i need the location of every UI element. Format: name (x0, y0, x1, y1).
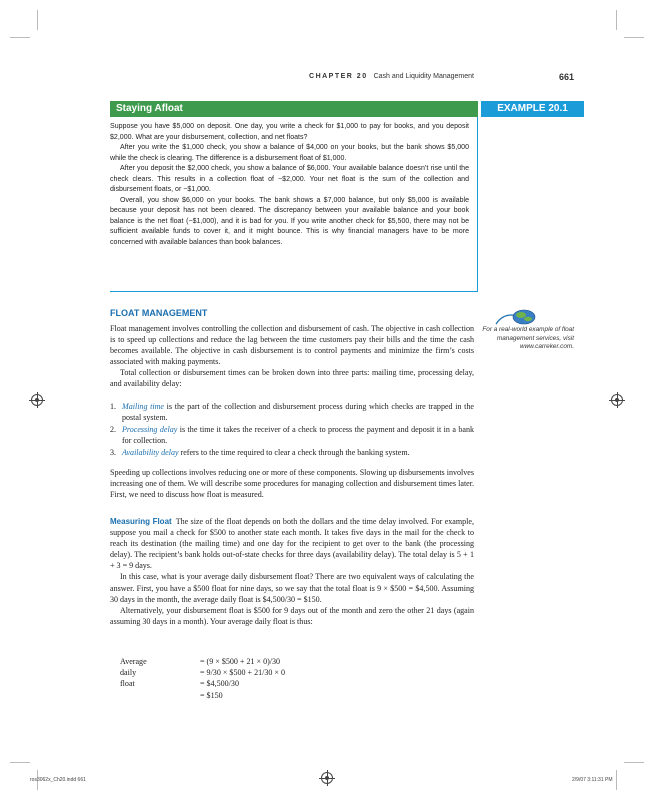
body-paragraph: Float management involves controlling the collection and disbursement of cash. The objective in cash collection is to speed up collections and reduce the lag between the time customers pay their bills and the time the cash becomes available. The objective in cash disbursement is to control payments and minimize the firm’s costs associated with making payments. (110, 324, 474, 367)
list-term: Mailing time (122, 402, 165, 411)
equation-line: = (9 × $500 + 21 × 0)/30 (200, 657, 281, 666)
delay-list (110, 401, 474, 459)
body-paragraph: In this case, what is your average daily disbursement float? There are two equivalent ways of calculating the answer. First, you have a $500 float for nine days, so we say that the total float is 9 × $500 = $4,500. Assuming 30 days in the month, the average daily float is $4,500/30 = $150. (110, 572, 474, 604)
registration-mark-icon (611, 394, 623, 406)
list-term: Availability delay (122, 448, 179, 458)
list-number: 2. (110, 425, 117, 435)
chapter-label: CHAPTER 20 (309, 73, 368, 80)
page-number: 661 (558, 72, 574, 82)
example-label: EXAMPLE 20.1 (481, 101, 584, 117)
body-paragraph-text: The size of the float depends on both the dollars and the time delay involved. For example, suppose you mail a check for $500 to another state each month. It takes five days in the mail for the check to reach its destination (the mailing time) and one day for the recipient to get over to the bank (the processing delay). The recipient’s bank holds out-of-state checks for three days (availability delay). The total delay is 5 + 1 + 3 = 9 days. (110, 517, 474, 571)
equation-line: = $150 (200, 690, 223, 700)
list-text: is the part of the collection and disbursement process during which checks are trapped in the postal system. (122, 402, 474, 423)
margin-note-text: For a real-world example of float management services, visit www.carreker.com. (482, 326, 574, 351)
list-item (110, 424, 474, 446)
example-header-bar (110, 101, 584, 117)
example-paragraph: After you write the $1,000 check, you show a balance of $4,000 on your books, but the bank shows $5,000 while the check is clearing. The difference is a disbursement float of $1,000. (110, 144, 469, 162)
example-paragraph: Overall, you show $6,000 on your books. The bank shows a $7,000 balance, but only $5,000 is available because your deposit has not been cleared. The discrepancy between your available balance and your book balance is the net float (−$1,000), and it is bad for you. If you write another check for $5,500, there may not be sufficient available funds to cover it, and it might bounce. This is why financial managers have to be more concerned with available balances than book balances. (110, 196, 469, 246)
equation-label: Average daily float (120, 657, 147, 689)
list-text: refers to the time required to clear a check through the banking system. (178, 448, 410, 458)
equation-line: = $4,500/30 (200, 679, 239, 689)
measuring-float-section (110, 516, 474, 627)
body-paragraph: Speeding up collections involves reducing one or more of these components. Slowing up disbursements involves increasing one of them. We will describe some procedures for managing collection and disbursement times later. First, we need to discuss how float is measured. (110, 468, 474, 500)
crop-mark (616, 770, 617, 790)
equation-line: = 9/30 × $500 + 21/30 × 0 (200, 668, 285, 678)
footer-file: ros3062x_Ch20.indd 661 (30, 777, 86, 783)
web-globe-icon (494, 308, 538, 328)
float-management-summary (110, 467, 474, 500)
crop-mark (37, 10, 38, 30)
list-item (110, 401, 474, 423)
section-heading: FLOAT MANAGEMENT (110, 308, 208, 318)
crop-mark (10, 762, 30, 763)
crop-mark (616, 10, 617, 30)
body-paragraph: Total collection or disbursement times can be broken down into three parts: mailing time, processing delay, and availability delay: (110, 368, 474, 389)
subsection-heading: Measuring Float (110, 517, 172, 526)
example-paragraph: Suppose you have $5,000 on deposit. One day, you write a check for $1,000 to pay for books, and you deposit $2,000. What are your disbursement, collection, and net floats? (110, 123, 469, 141)
crop-mark (624, 762, 644, 763)
list-number: 1. (110, 402, 117, 411)
example-paragraph: After you deposit the $2,000 check, you show a balance of $6,000. Your available balance doesn’t rise until the check clears. This results in a collection float of −$2,000. Your net float is the sum of the collection and disbursement floats, or −$1,000. (110, 165, 469, 193)
float-management-intro (110, 323, 474, 390)
list-number: 3. (110, 448, 117, 458)
crop-mark (10, 37, 30, 38)
body-paragraph (110, 516, 474, 571)
list-item (110, 447, 474, 458)
example-box (110, 117, 478, 292)
registration-mark-icon (31, 394, 43, 406)
chapter-title: Cash and Liquidity Management (373, 73, 474, 80)
running-header (110, 72, 574, 84)
crop-mark (624, 37, 644, 38)
example-title: Staying Afloat (110, 101, 478, 117)
list-text: is the time it takes the receiver of a check to process the payment and deposit it in a bank for collection. (122, 425, 475, 446)
chapter-info (309, 73, 474, 80)
footer-timestamp: 2/9/07 3:11:31 PM (572, 777, 613, 783)
registration-mark-icon (321, 772, 333, 784)
body-paragraph: Alternatively, your disbursement float is $500 for 9 days out of the month and zero the other 21 days (again assuming 30 days in a month). Your average daily float is thus: (110, 605, 474, 626)
list-term: Processing delay (122, 425, 178, 435)
